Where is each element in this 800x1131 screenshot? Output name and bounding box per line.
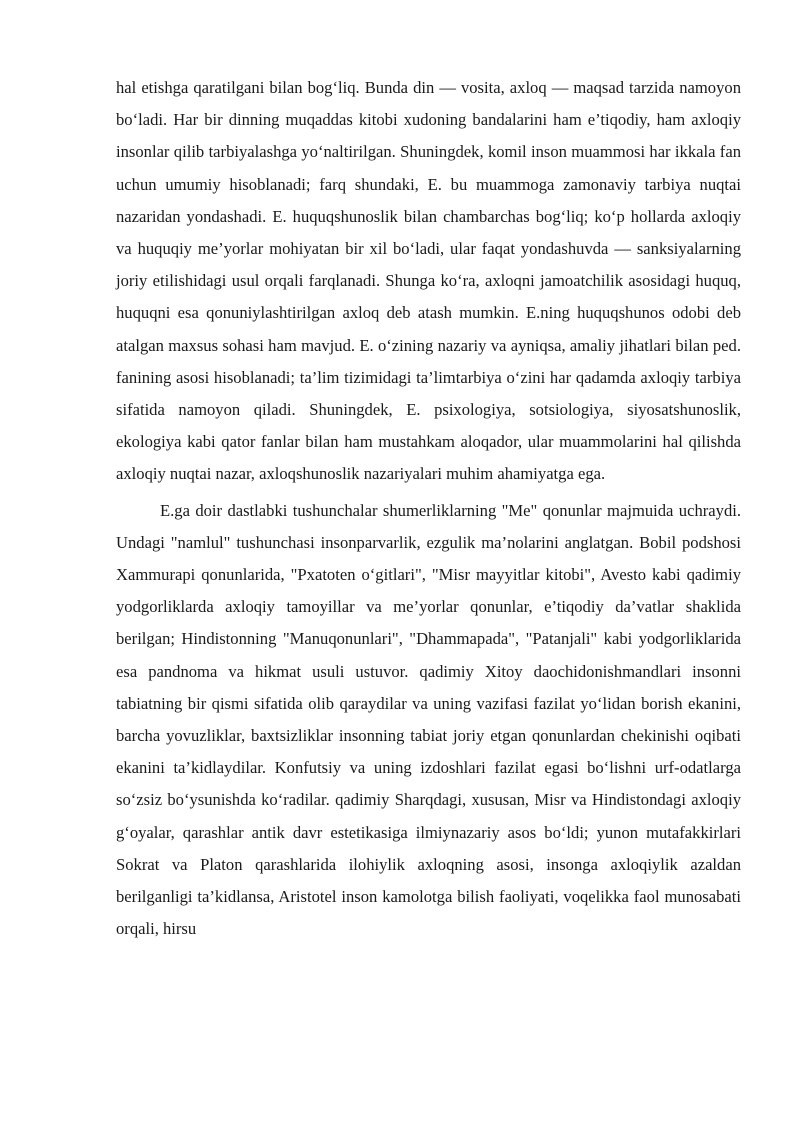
paragraph-1: hal etishga qaratilgani bilan bog‘liq. Bunda din — vosita, axloq — maqsad tarzida namoyon bo‘ladi. Har bir dinning muqaddas kitobi xudoning bandalarini ham e’tiqodiy, ham axloqiy insonlar qilib tarbiyalashga yo‘naltirilgan. Shuningdek, komil inson muammosi har ikkala fan uchun umumiy hisoblanadi; farq shundaki, E. bu muammoga zamonaviy tarbiya nuqtai nazaridan yondashadi. E. huquqshunoslik bilan chambarchas bog‘liq; ko‘p hollarda axloqiy va huquqiy me’yorlar mohiyatan bir xil bo‘ladi, ular faqat yondashuvda — sanksiyalarning joriy etilishidagi usul orqali farqlanadi. Shunga ko‘ra, axloqni jamoatchilik asosidagi huquq, huquqni esa qonuniylashtirilgan axloq deb atash mumkin. E.ning huquqshunos odobi deb atalgan maxsus sohasi ham mavjud. E. o‘zining nazariy va ayniqsa, amaliy jihatlari bilan ped. fanining asosi hisoblanadi; ta’lim tizimidagi ta’limtarbiya o‘zini har qadamda axloqiy tarbiya sifatida namoyon qiladi. Shuningdek, E. psixologiya, sotsiologiya, siyosatshunoslik, ekologiya kabi qator fanlar bilan ham mustahkam aloqador, ular muammolarini hal qilishda axloqiy nuqtai nazar, axloqshunoslik nazariyalari muhim ahamiyatga ega.	[116, 78, 741, 484]
paragraph-2: E.ga doir dastlabki tushunchalar shumerliklarning "Me" qonunlar majmuida uchraydi. Undagi "namlul" tushunchasi insonparvarlik, ezgulik ma’nolarini anglatgan. Bobil podshosi Xammurapi qonunlarida, "Pxatoten o‘gitlari", "Misr mayyitlar kitobi", Avesto kabi qadimiy yodgorliklarda axloqiy tamoyillar va me’yorlar qonunlar, e’tiqodiy da’vatlar shaklida berilgan; Hindistonning "Manuqonunlari", "Dhammapada", "Patanjali" kabi yodgorliklarida esa pandnoma va hikmat usuli ustuvor. qadimiy Xitoy daochidonishmandlari insonni tabiatning bir qismi sifatida olib qaraydilar va uning vazifasi fazilat yo‘lidan borish ekanini, barcha yovuzliklar, baxtsizliklar insonning tabiat joriy etgan qonunlardan chekinishi oqibati ekanini ta’kidlaydilar. Konfutsiy va uning izdoshlari fazilat egasi bo‘lishni urf-odatlarga so‘zsiz bo‘ysunishda ko‘radilar. qadimiy Sharqdagi, xususan, Misr va Hindistondagi axloqiy g‘oyalar, qarashlar antik davr estetikasiga ilmiynazariy asos bo‘ldi; yunon mutafakkirlari Sokrat va Platon qarashlarida ilohiylik axloqning asosi, insonga axloqiylik azaldan berilganligi ta’kidlansa, Aristotel inson kamolotga bilish faoliyati, voqelikka faol munosabati orqali, hirsu	[116, 500, 741, 939]
document-body	[116, 72, 741, 945]
